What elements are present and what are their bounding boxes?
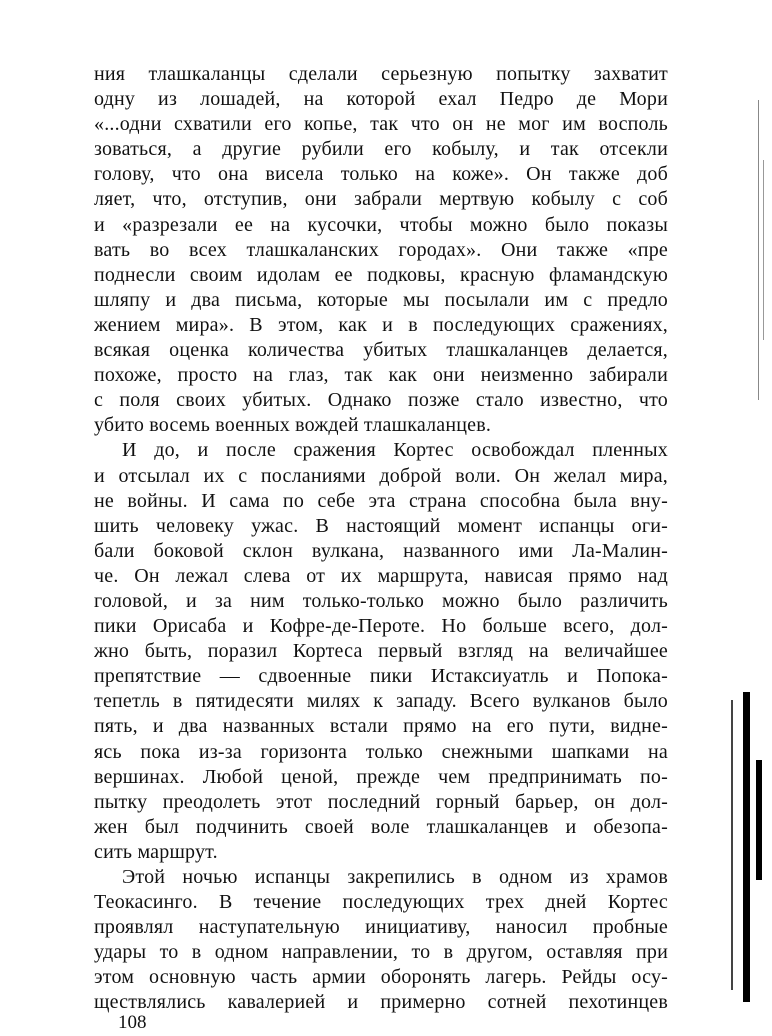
text-line: шить человеку ужас. В настоящий момент испанцы оги- [94,514,668,537]
scan-edge-shadow [763,160,764,340]
text-line: шляпу и два письма, которые мы посылали им с предло [94,288,668,311]
text-line: бали боковой склон вулкана, названного ими Ла-Малин- [94,539,668,562]
text-line: жением мира». В этом, как и в последующих сражениях, [94,313,668,336]
text-line: ясь пока из-за горизонта только снежными шапками на [94,740,668,763]
text-line: не войны. И сама по себе эта страна способна была вну- [94,489,668,512]
text-line: пытку преодолеть этот последний горный барьер, он дол- [94,790,668,813]
text-line: че. Он лежал слева от их маршрута, нависая прямо над [94,564,668,587]
text-line: головой, и за ним только-только можно было различить [94,589,668,612]
text-line: «...одни схватили его копье, так что он не мог им восполь [94,113,668,136]
text-line: И до, и после сражения Кортес освобождал пленных [122,439,668,462]
text-line: жен был подчинить своей воле тлашкаланцев и обезопа- [94,815,668,838]
text-line: этом основную часть армии оборонять лагерь. Рейды осу- [94,966,668,989]
paragraph [94,62,668,438]
text-line: с поля своих убитых. Однако позже стало известно, что [94,389,668,412]
text-line: жно быть, поразил Кортеса первый взгляд на величайшее [94,640,668,663]
scan-edge-shadow [731,700,733,990]
scan-edge-shadow [758,100,759,400]
text-line: всякая оценка количества убитых тлашкаланцев делается, [94,339,668,362]
text-line: голову, что она висела только на коже». Он также доб [94,163,668,186]
text-line: Этой ночью испанцы закрепились в одном из храмов [122,866,668,888]
text-line: сить маршрут. [94,840,218,863]
text-line: препятствие — сдвоенные пики Истаксиуатль и Попока- [94,665,668,688]
text-line: ния тлашкаланцы сделали серьезную попытку захватит [94,63,668,85]
text-line: ляет, что, отступив, они забрали мертвую кобылу с соб [94,188,668,211]
text-line: одну из лошадей, на которой ехал Педро де Мори [94,88,668,111]
body-text [94,62,668,1016]
scan-edge-shadow [756,760,762,880]
text-line: проявлял наступательную инициативу, наносил пробные [94,916,668,939]
text-line: похоже, просто на глаз, так как они неизменно забирали [94,364,668,387]
text-line: пики Орисаба и Кофре-де-Пероте. Но больше всего, дол- [94,615,668,638]
text-line: удары то в одном направлении, то в другом, оставляя при [94,941,668,964]
text-line: вершинах. Любой ценой, прежде чем предпринимать по- [94,765,668,788]
text-line: Теокасинго. В течение последующих трех дней Кортес [94,891,668,914]
text-line: и отсылал их с посланиями доброй воли. Он желал мира, [94,464,668,487]
text-line: вать во всех тлашкаланских городах». Они также «пре [94,238,668,261]
text-line: зоваться, а другие рубили его кобылу, и так отсекли [94,138,668,161]
text-line: тепетль в пятидесяти милях к западу. Всего вулканов было [94,690,668,713]
text-line: ществлялись кавалерией и примерно сотней пехотинцев [94,991,668,1014]
paragraph [94,438,668,865]
text-line: и «разрезали ее на кусочки, чтобы можно было показы [94,213,668,236]
paragraph [94,865,668,1016]
text-line: пять, и два названных встали прямо на его пути, видне- [94,715,668,738]
text-line: убито восемь военных вождей тлашкаланцев. [94,414,492,437]
text-line: поднесли своим идолам ее подковы, красную фламандскую [94,263,668,286]
scan-edge-shadow [743,692,750,1002]
page-number: 108 [118,1012,147,1033]
